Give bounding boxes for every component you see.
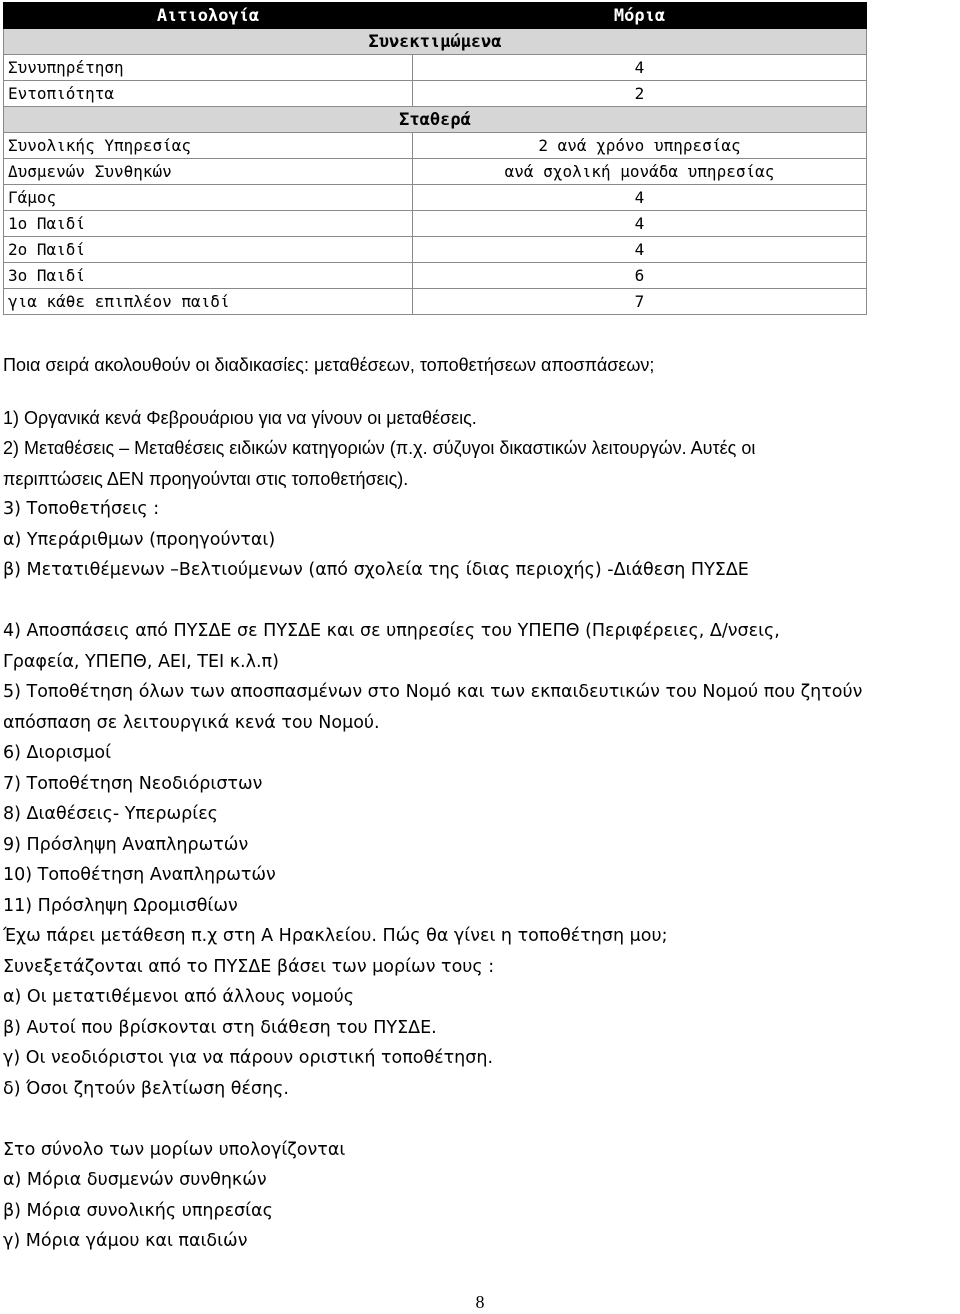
table-row — [4, 289, 867, 315]
answer-placement: Συνεξετάζονται από το ΠΥΣΔΕ βάσει των μορίων τους : — [3, 956, 495, 977]
row-label: Δυσμενών Συνθηκών — [4, 159, 413, 185]
document-body — [3, 350, 953, 1257]
step-8: 8) Διαθέσεις- Υπερωρίες — [3, 804, 218, 824]
step-4: 4) Αποσπάσεις από ΠΥΣΔΕ σε ΠΥΣΔΕ και σε υπηρεσίες του ΥΠΕΠΘ (Περιφέρειες, Δ/νσεις, — [3, 621, 780, 641]
points-table — [3, 2, 867, 315]
step-2: 2) Μεταθέσεις – Μεταθέσεις ειδικών κατηγοριών (π.χ. σύζυγοι δικαστικών λειτουργών. Αυτές οι — [3, 438, 756, 458]
row-value: 6 — [413, 263, 867, 289]
points-summary-c: γ) Μόρια γάμου και παιδιών — [3, 1231, 248, 1251]
row-label: 2ο Παιδί — [4, 237, 413, 263]
step-7: 7) Τοποθέτηση Νεοδιόριστων — [3, 773, 263, 794]
table-row — [4, 81, 867, 107]
points-summary-b: β) Μόρια συνολικής υπηρεσίας — [3, 1200, 273, 1221]
table-row — [4, 211, 867, 237]
step-9: 9) Πρόσληψη Αναπληρωτών — [3, 834, 249, 855]
table-row — [4, 185, 867, 211]
row-value: 7 — [413, 289, 867, 315]
row-value: 4 — [413, 237, 867, 263]
step-10: 10) Τοποθέτηση Αναπληρωτών — [3, 865, 276, 885]
points-summary-title: Στο σύνολο των μορίων υπολογίζονται — [3, 1139, 346, 1160]
row-label: Γάμος — [4, 185, 413, 211]
row-label: Συνυπηρέτηση — [4, 55, 413, 81]
row-value: ανά σχολική μονάδα υπηρεσίας — [413, 159, 867, 185]
row-value: 2 ανά χρόνο υπηρεσίας — [413, 133, 867, 159]
row-value: 4 — [413, 185, 867, 211]
step-11: 11) Πρόσληψη Ωρομισθίων — [3, 895, 238, 916]
answer-item-a: α) Οι μετατιθέμενοι από άλλους νομούς — [3, 987, 355, 1007]
answer-item-d: δ) Όσοι ζητούν βελτίωση θέσης. — [3, 1078, 289, 1099]
points-column-header: Μόρια — [413, 3, 867, 29]
step-3a: α) Υπεράριθμων (προηγούνται) — [3, 529, 276, 550]
table-row — [4, 55, 867, 81]
step-2-continued: περιπτώσεις ΔΕΝ προηγούνται στις τοποθετήσεις). — [3, 468, 409, 489]
section-row — [4, 107, 867, 133]
step-5: 5) Τοποθέτηση όλων των αποσπασμένων στο Νομό και των εκπαιδευτικών του Νομού που ζητούν — [3, 682, 863, 702]
table-row — [4, 159, 867, 185]
table-row — [4, 237, 867, 263]
reason-column-header: Αιτιολογία — [4, 3, 413, 29]
table-row — [4, 133, 867, 159]
step-3: 3) Τοποθετήσεις : — [3, 499, 160, 519]
section-title: Συνεκτιμώμενα — [4, 29, 867, 55]
page-number: 8 — [475, 1292, 485, 1312]
step-3b: β) Μετατιθέμενων –Βελτιούμενων (από σχολεία της ίδιας περιοχής) -Διάθεση ΠΥΣΔΕ — [3, 560, 749, 580]
question-procedures-order: Ποια σειρά ακολουθούν οι διαδικασίες: μεταθέσεων, τοποθετήσεων αποσπάσεων; — [3, 355, 655, 375]
question-placement: Έχω πάρει μετάθεση π.χ στη Α Ηρακλείου. Πώς θα γίνει η τοποθέτηση μου; — [3, 926, 668, 946]
step-5-continued: απόσπαση σε λειτουργικά κενά του Νομού. — [3, 712, 380, 733]
row-value: 2 — [413, 81, 867, 107]
row-label: Συνολικής Υπηρεσίας — [4, 133, 413, 159]
answer-item-b: β) Αυτοί που βρίσκονται στη διάθεση του ΠΥΣΔΕ. — [3, 1017, 437, 1038]
table-row — [4, 263, 867, 289]
answer-item-c: γ) Οι νεοδιόριστοι για να πάρουν οριστική τοποθέτηση. — [3, 1048, 494, 1068]
row-label: για κάθε επιπλέον παιδί — [4, 289, 413, 315]
step-4-continued: Γραφεία, ΥΠΕΠΘ, ΑΕΙ, ΤΕΙ κ.λ.π) — [3, 651, 279, 672]
points-summary-a: α) Μόρια δυσμενών συνθηκών — [3, 1170, 267, 1190]
section-row — [4, 29, 867, 55]
step-1: 1) Οργανικά κενά Φεβρουάριου για να γίνουν οι μεταθέσεις. — [3, 407, 477, 428]
section-title: Σταθερά — [4, 107, 867, 133]
row-label: Εντοπιότητα — [4, 81, 413, 107]
row-value: 4 — [413, 211, 867, 237]
step-6: 6) Διορισμοί — [3, 743, 112, 763]
row-label: 1ο Παιδί — [4, 211, 413, 237]
table-header-row — [4, 3, 867, 29]
row-label: 3ο Παιδί — [4, 263, 413, 289]
row-value: 4 — [413, 55, 867, 81]
